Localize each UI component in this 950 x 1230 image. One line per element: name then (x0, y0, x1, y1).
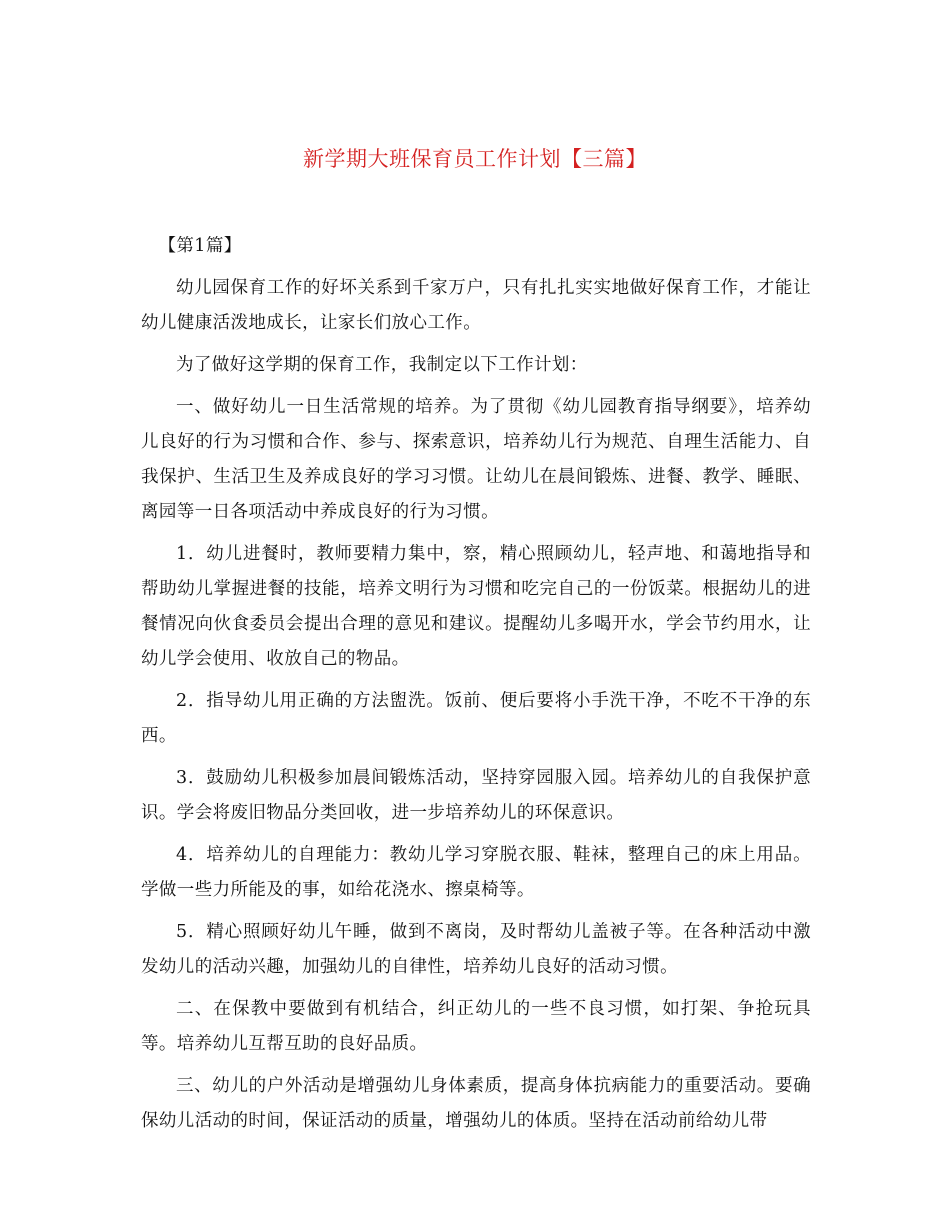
paragraph: 为了做好这学期的保育工作，我制定以下工作计划： (176, 355, 588, 375)
paragraph: 幼儿园保育工作的好坏关系到千家万户，只有扎扎实实地做好保育工作，才能让幼儿健康活泼地成长，让家长们放心工作。 (141, 278, 811, 333)
paragraph: 一、做好幼儿一日生活常规的培养。为了贯彻《幼儿园教育指导纲要》，培养幼儿良好的行为习惯和合作、参与、探索意识，培养幼儿行为规范、自理生活能力、自我保护、生活卫生及养成良好的学习习惯。让幼儿在晨间锻炼、进餐、教学、睡眠、离园等一日各项活动中养成良好的行为习惯。 (141, 397, 811, 522)
paragraph: 3．鼓励幼儿积极参加晨间锻炼活动，坚持穿园服入园。培养幼儿的自我保护意识。学会将废旧物品分类回收，进一步培养幼儿的环保意识。 (141, 768, 811, 823)
section-label: 【第1篇】 (158, 236, 242, 256)
document-body (141, 229, 811, 1146)
document-title: 新学期大班保育员工作计划【三篇】 (303, 147, 647, 171)
paragraph: 2．指导幼儿用正确的方法盥洗。饭前、便后要将小手洗干净，不吃不干净的东西。 (141, 691, 811, 746)
paragraph: 4．培养幼儿的自理能力：教幼儿学习穿脱衣服、鞋袜，整理自己的床上用品。学做一些力所能及的事，如给花浇水、擦桌椅等。 (141, 845, 811, 900)
paragraph: 三、幼儿的户外活动是增强幼儿身体素质，提高身体抗病能力的重要活动。要确保幼儿活动的时间，保证活动的质量，增强幼儿的体质。坚持在活动前给幼儿带 (141, 1076, 811, 1131)
paragraph: 5．精心照顾好幼儿午睡，做到不离岗，及时帮幼儿盖被子等。在各种活动中激发幼儿的活动兴趣，加强幼儿的自律性，培养幼儿良好的活动习惯。 (141, 922, 811, 977)
paragraph: 1．幼儿进餐时，教师要精力集中，察，精心照顾幼儿，轻声地、和蔼地指导和帮助幼儿掌握进餐的技能，培养文明行为习惯和吃完自己的一份饭菜。根据幼儿的进餐情况向伙食委员会提出合理的意见和建议。提醒幼儿多喝开水，学会节约用水，让幼儿学会使用、收放自己的物品。 (141, 544, 811, 669)
paragraph: 二、在保教中要做到有机结合，纠正幼儿的一些不良习惯，如打架、争抢玩具等。培养幼儿互帮互助的良好品质。 (141, 999, 811, 1054)
